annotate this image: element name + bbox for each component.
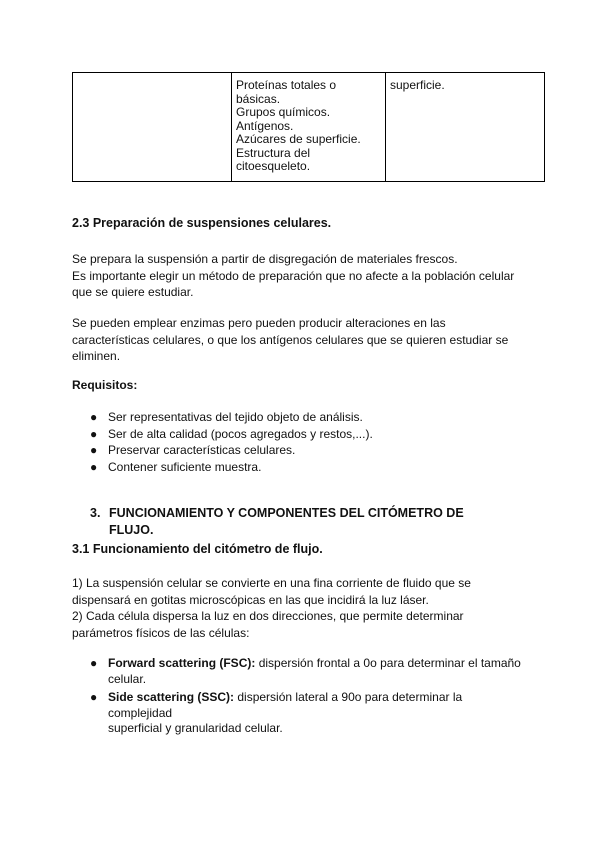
scattering-list xyxy=(72,656,542,740)
bullet-icon: ● xyxy=(90,690,98,704)
list-item-text: Ser de alta calidad (pocos agregados y restos,...). xyxy=(108,426,373,441)
paragraph-line: eliminen. xyxy=(72,349,121,363)
list-item-line xyxy=(108,690,542,706)
term-ssc: Side scattering (SSC): xyxy=(108,690,235,704)
paragraph-line: Se pueden emplear enzimas pero pueden producir alteraciones en las xyxy=(72,316,446,330)
definition-text: dispersión lateral a 90o para determinar la xyxy=(234,690,463,704)
section-title-line: FUNCIONAMIENTO Y COMPONENTES DEL CITÓMETRO DE xyxy=(109,506,464,520)
paragraph-enzymes xyxy=(72,315,508,365)
section-number: 3. xyxy=(90,506,101,520)
requisitos-list xyxy=(72,409,373,475)
paragraph-line: 2) Cada célula dispersa la luz en dos direcciones, que permite determinar xyxy=(72,609,464,623)
list-item xyxy=(72,426,373,443)
list-item xyxy=(72,656,542,687)
continuation-table xyxy=(72,72,545,182)
cell-line: superficie. xyxy=(390,78,445,92)
list-item-text: Contener suficiente muestra. xyxy=(108,459,262,474)
table-cell-empty xyxy=(73,73,232,182)
paragraph-line: características celulares, o que los antígenos celulares que se quieren estudiar se xyxy=(72,332,509,347)
paragraph-line: 1) La suspensión celular se convierte en una fina corriente de fluido que se xyxy=(72,576,471,590)
list-item xyxy=(72,442,373,459)
paragraph-functioning xyxy=(72,575,471,641)
list-item xyxy=(72,409,373,426)
cell-line: citoesqueleto. xyxy=(236,159,311,173)
table-row xyxy=(73,73,545,182)
cell-line: Azúcares de superficie. xyxy=(236,132,361,146)
paragraph-line: que se quiere estudiar. xyxy=(72,285,194,299)
bullet-icon: ● xyxy=(90,410,98,424)
paragraph-line: Se prepara la suspensión a partir de disgregación de materiales frescos. xyxy=(72,252,458,266)
cell-line: Antígenos. xyxy=(236,118,294,133)
bullet-icon: ● xyxy=(90,426,98,441)
list-item-line: superficial y granularidad celular. xyxy=(108,721,283,735)
cell-line: Grupos químicos. xyxy=(236,105,331,119)
list-item xyxy=(72,459,373,476)
paragraph-preparation xyxy=(72,251,514,301)
cell-line: Proteínas totales o xyxy=(236,78,337,92)
section-heading-2-3: 2.3 Preparación de suspensiones celulares. xyxy=(72,216,332,230)
bullet-icon: ● xyxy=(90,459,98,474)
list-item-line xyxy=(108,656,542,672)
list-item-text: Ser representativas del tejido objeto de análisis. xyxy=(108,410,363,424)
paragraph-line: Es importante elegir un método de preparación que no afecte a la población celular xyxy=(72,268,515,283)
list-item-line: complejidad xyxy=(108,705,173,720)
cell-line: Estructura del xyxy=(236,145,311,160)
table-cell-characteristics xyxy=(232,73,386,182)
requisitos-heading: Requisitos: xyxy=(72,378,138,392)
list-item xyxy=(72,690,542,737)
paragraph-line: parámetros físicos de las células: xyxy=(72,625,250,640)
table-cell-text xyxy=(386,73,545,182)
section-heading-3 xyxy=(90,505,464,539)
paragraph-line: dispensará en gotitas microscópicas en las que incidirá la luz láser. xyxy=(72,592,429,607)
section-heading-3-1: 3.1 Funcionamiento del citómetro de flujo. xyxy=(72,542,323,556)
cell-line: básicas. xyxy=(236,91,281,106)
list-item-text: Preservar características celulares. xyxy=(108,443,296,457)
bullet-icon: ● xyxy=(90,443,98,457)
term-fsc: Forward scattering (FSC): xyxy=(108,656,256,670)
list-item-line: celular. xyxy=(108,671,147,686)
definition-text: dispersión frontal a 0o para determinar el tamaño xyxy=(255,656,521,670)
section-title-line: FLUJO. xyxy=(109,523,154,537)
bullet-icon: ● xyxy=(90,656,98,670)
